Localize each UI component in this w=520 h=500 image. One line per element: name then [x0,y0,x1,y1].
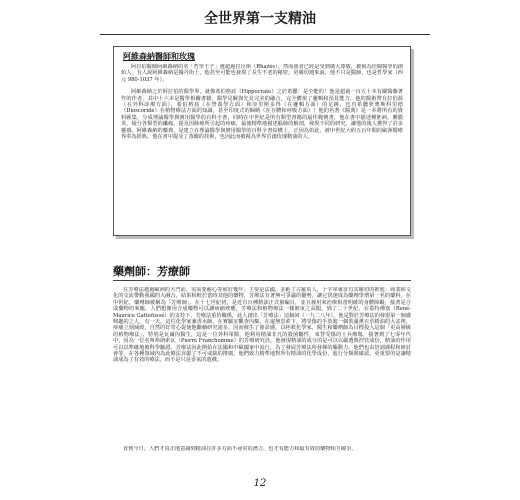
section-paragraph-1: 在芳療法越過歐洲的大門前，需需要耐心等候好幾年。主要是法國，多虧了古羅馬人，十字軍東征有其確切的推進：商業和文化的交流帶動我國的大融合，結果相較於當時其他的藥物，芳療法有著無可爭議的優勢，讓它快速成為藥劑學增第一名的藥科。在中世紀，藥劑師被稱為「芳療師」。在十七世紀初，是近有百種精油正式被編目，並且被用來治療相當明確的身體障礙，接著是合成藥物的來臨，人們想像用合成藥物可以讓病痛痊癒，芳療法和植物療法一樣被束之高閣，到了二十世紀，在蓋特佛塞（René-Maurice Gattefossé）的支持下，芳療法重拾關係，此人創出「芳療法」這個詞（一九二八年），他是對於芳療法的發現第一個感興趣的之人，有一天，這位化學家兼香水師，在實驗室觀查內爆，在還無思索下，將受傷的手放進一個裝滿薰衣草精油的大盆裡，疼痛立刻減緩，自然的好奇心促使他繼續研究諸多，因而催生了使命感，以拯救化學家，醫生和藥劑師為目標投入這個「更高層級的植物療法」，特別是瓦爾內醫生，這是一位外科軍醫，他利用精油非凡的殺菌屬性，來替受傷的士兵療傷，接著到了七零年代中，因為一位名叫弗朗索瓦（Pierre Franchomme）的芳療研究員，他發現精油的成分的是可以以嚴選與控管成份，精油的作用可以以準確地被科學驗證。芳療法因此開始在法國和中歐國家中流行，為了發展芳療法所發揮的驅動力，他們也由培訓課程和研討會等，在各種領域內為此療法貢獻了不可或缺的推廣。他們致力精準地對所有精油的化學成份，進行分類與確認，更重要的是讓精油成為了有效的療法，而不是只是香氣的遊戲。 [113,287,411,364]
sidebar-paragraph-2: 阿維森納之於阿拉伯的醫學界，就像希伯格底（Hippocrate）之於希臘：是全能的！他是超過一百五十本有關醫藥著作的作者，其中十六本是醫學相關書籍，醫學見解與先見完美的融合，完全體現了邏輯和預見能力，他的醫術帶有拉伯源（在外科診療方面），希伯格底（在營養學方面）和亞里斯多得（在邏輯方面）的足跡，也有希臘狄奧斯科里德（Dioscoride）在植物療法方面的知識，甚至印度式的歸納（在存體和呼吸方面）！他的名著《醫典》是一本將所有的資料匯集，分成理論醫學與實用醫學的百科全書，同時在中世紀是所有類型書籍的最佳範例書，他在書中描述種胚病，腫膜炎，疑分各類型的纖瘤，提及因肺癌所引起的疼痛，最後精準地描述腦肺的解剖，發現不同的研究，讓他的後人獲得了許多靈感。阿維森納的藥典，是建立在理論醫學與實用醫學的百科全書結構上，正因為如此，被中世紀大約五百年間的歐洲醫療界奉為經典，他在書中提及了蒸餾的技術，也因此而被視為世界首創玫瑰精油的人。 [121,89,403,141]
section-title: 藥劑師：芳療師 [113,265,190,278]
section-body [113,287,411,440]
sidebar-title: 阿維森納醫師和玫瑰 [123,51,195,61]
closing-paragraph: 直到今日，人們才真正地意識到精油在許多方面不尋常的潛力，也才有能力和最有效的藥物相互競爭。 [123,446,357,452]
page-number: 12 [253,478,267,489]
sidebar-body [121,64,403,232]
header-rule [100,34,430,35]
running-header: 全世界第一支精油 [204,11,316,27]
section-rule [113,280,411,281]
sidebar-paragraph-1: 阿拉伯醫師阿維森納的名「哲學王子」遺超過拉臣斯（Rhazès），然而我者已經是受到廣大尊敬，被視為佳閱醫學的創始人，有人說阿維森納是據丹街士，他甚至可能也發現了長生不老的秘密，更確切地來說，他不只是醫師，也是哲學家（西元 980-1037 年）。 [121,64,403,83]
